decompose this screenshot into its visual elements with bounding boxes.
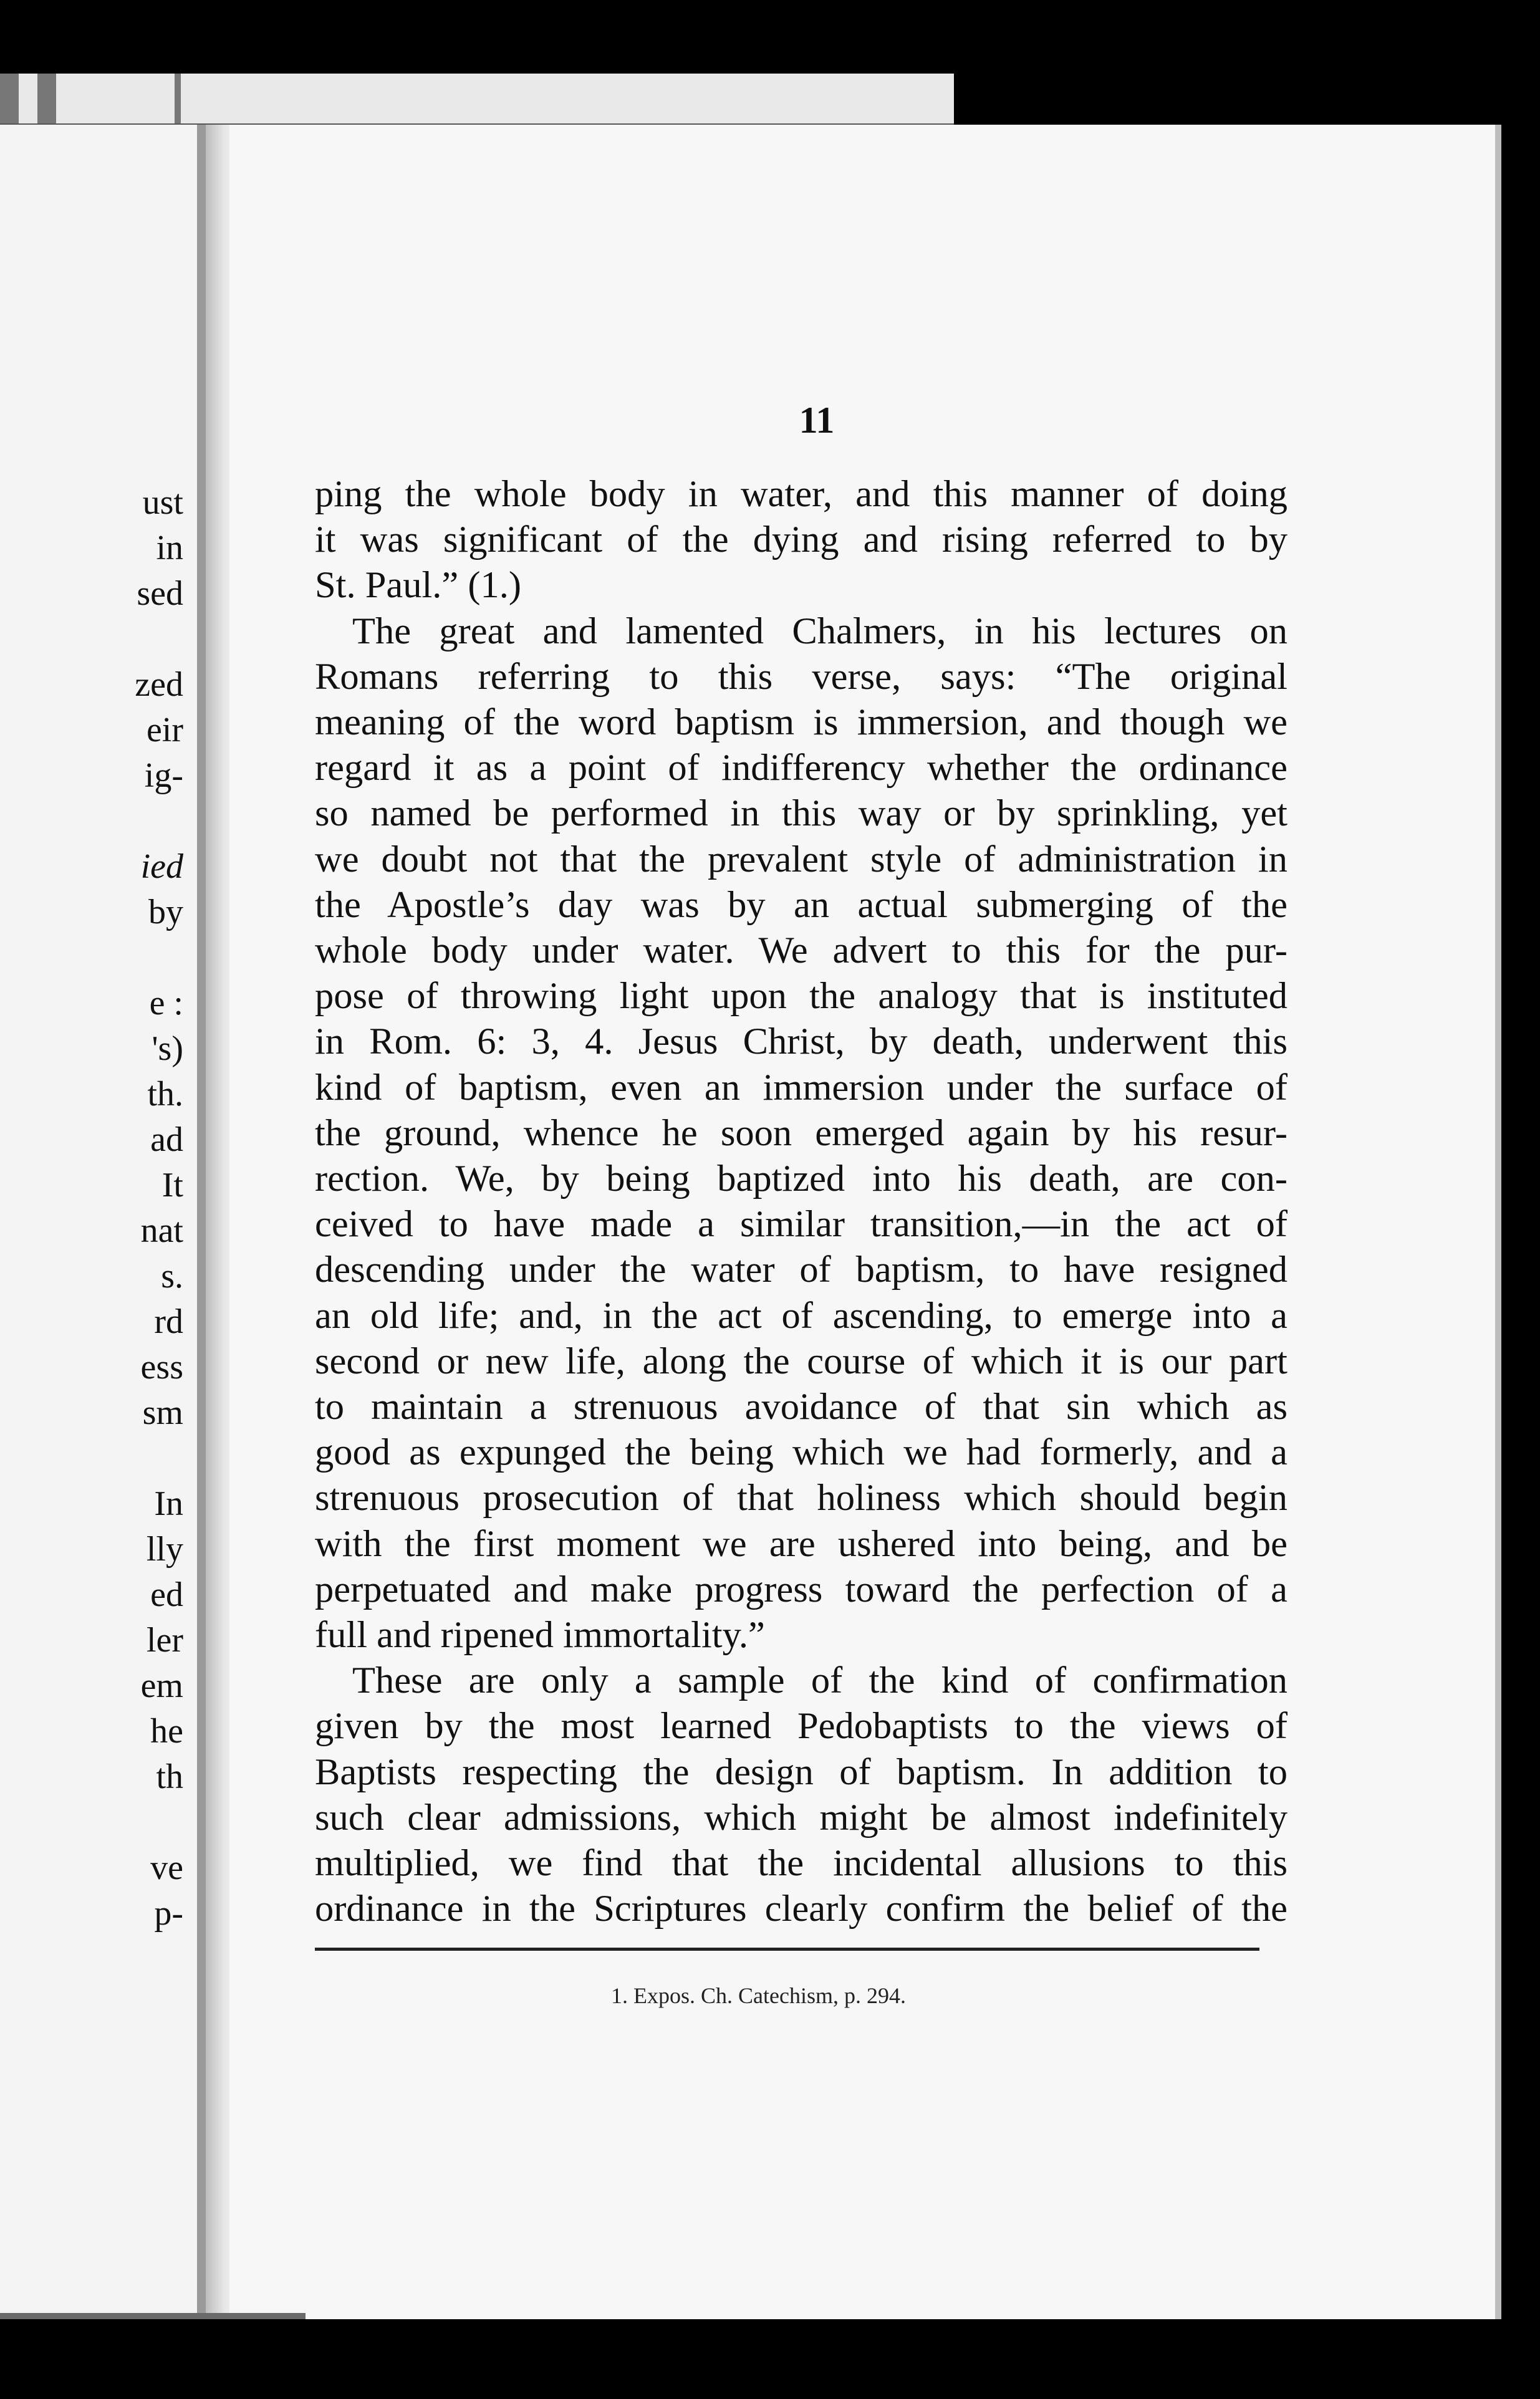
left-page-fragment: ess <box>140 1348 183 1387</box>
left-page-fragment: ig- <box>144 756 183 795</box>
left-page-fragment: e : <box>149 984 183 1022</box>
page-edge-strip <box>0 74 954 127</box>
text-line: given by the most learned Pedobaptists to the views of <box>315 1705 1287 1748</box>
text-line: meaning of the word baptism is immersion, and though we <box>315 701 1287 744</box>
left-page-fragment: It <box>161 1166 183 1204</box>
text-line: perpetuated and make progress toward the perfection of a <box>315 1568 1287 1610</box>
left-page-fragment: th <box>156 1757 183 1796</box>
text-line: full and ripened immortality.” <box>315 1614 765 1656</box>
text-line: kind of baptism, even an immersion under the surface of <box>315 1066 1287 1108</box>
page-number: 11 <box>799 400 835 441</box>
text-line: rection. We, by being baptized into his death, are con- <box>315 1158 1287 1200</box>
text-line: so named be performed in this way or by sprinkling, yet <box>315 792 1287 835</box>
left-page <box>0 125 206 2319</box>
left-page-fragment: sm <box>142 1393 183 1432</box>
text-line: ping the whole body in water, and this manner of doing <box>315 473 1287 515</box>
scan-border-bottom <box>0 2319 1540 2399</box>
text-line: regard it as a point of indifferency whether the ordinance <box>315 747 1287 789</box>
left-page-fragment: ler <box>146 1621 183 1660</box>
left-page-fragment: p- <box>154 1894 183 1933</box>
left-page-fragment: by <box>148 893 183 931</box>
text-line: The great and lamented Chalmers, in his lectures on <box>352 610 1287 652</box>
text-line: second or new life, along the course of which it is our part <box>315 1340 1287 1382</box>
text-line: to maintain a strenuous avoidance of that sin which as <box>315 1386 1287 1428</box>
text-line: multiplied, we find that the incidental allusions to this <box>315 1842 1287 1885</box>
text-line: descending under the water of baptism, to have resigned <box>315 1249 1287 1291</box>
strip-notch <box>0 74 19 123</box>
left-page-fragment: zed <box>135 665 183 704</box>
footnote-rule <box>315 1948 1259 1951</box>
text-line: Romans referring to this verse, says: “The original <box>315 655 1287 698</box>
text-line: ordinance in the Scriptures clearly confirm the belief of the <box>315 1888 1287 1930</box>
text-line: in Rom. 6: 3, 4. Jesus Christ, by death, underwent this <box>315 1021 1287 1063</box>
text-line: ceived to have made a similar transition,—in the act of <box>315 1203 1287 1246</box>
text-line: St. Paul.” (1.) <box>315 564 522 607</box>
left-page-fragment: th. <box>147 1075 183 1113</box>
left-page-fragment: em <box>140 1666 183 1705</box>
scan-border-top <box>0 0 1540 75</box>
left-page-fragment: rd <box>154 1302 183 1341</box>
left-page-text-fragments <box>0 480 183 1936</box>
left-page-fragment <box>0 617 183 662</box>
left-page-fragment: ed <box>150 1575 183 1614</box>
left-page-fragment: In <box>154 1484 183 1523</box>
text-line: we doubt not that the prevalent style of administration in <box>315 838 1287 880</box>
left-page-fragment: ad <box>150 1120 183 1159</box>
left-page-fragment <box>0 935 183 981</box>
left-page-fragment <box>0 799 183 844</box>
left-page-fragment: nat <box>140 1211 183 1250</box>
left-page-fragment: in <box>156 529 183 567</box>
text-line: good as expunged the being which we had formerly, and a <box>315 1431 1287 1474</box>
left-page-fragment: 's) <box>152 1029 183 1068</box>
text-line: These are only a sample of the kind of confirmation <box>352 1660 1287 1702</box>
text-line: pose of throwing light upon the analogy that is instituted <box>315 975 1287 1017</box>
text-line: whole body under water. We advert to this for the pur- <box>315 930 1287 972</box>
left-page-fragment: ve <box>150 1849 183 1887</box>
left-page-fragment: ust <box>142 483 183 522</box>
left-page-fragment: he <box>150 1712 183 1751</box>
left-page-fragment: eir <box>146 711 183 749</box>
text-line: Baptists respecting the design of baptism. In addition to <box>315 1751 1287 1793</box>
text-line: an old life; and, in the act of ascending, to emerge into a <box>315 1294 1287 1337</box>
footnote: 1. Expos. Ch. Catechism, p. 294. <box>611 1983 906 2008</box>
strip-notch <box>175 74 181 123</box>
left-page-fragment: sed <box>137 574 183 613</box>
left-page-fragment <box>0 1800 183 1845</box>
left-page-fragment <box>0 1436 183 1481</box>
strip-notch <box>37 74 56 123</box>
left-page-fragment: s. <box>161 1257 183 1296</box>
text-line: with the first moment we are ushered into being, and be <box>315 1522 1287 1565</box>
text-line: the Apostle’s day was by an actual submerging of the <box>315 883 1287 926</box>
text-line: such clear admissions, which might be almost indefinitely <box>315 1796 1287 1839</box>
left-page-fragment: ied <box>140 847 183 886</box>
text-line: the ground, whence he soon emerged again by his resur- <box>315 1112 1287 1154</box>
left-page-fragment: lly <box>146 1530 183 1569</box>
text-line: it was significant of the dying and rising referred to by <box>315 519 1287 561</box>
text-line: strenuous prosecution of that holiness which should begin <box>315 1477 1287 1519</box>
body-text <box>315 471 1287 1932</box>
